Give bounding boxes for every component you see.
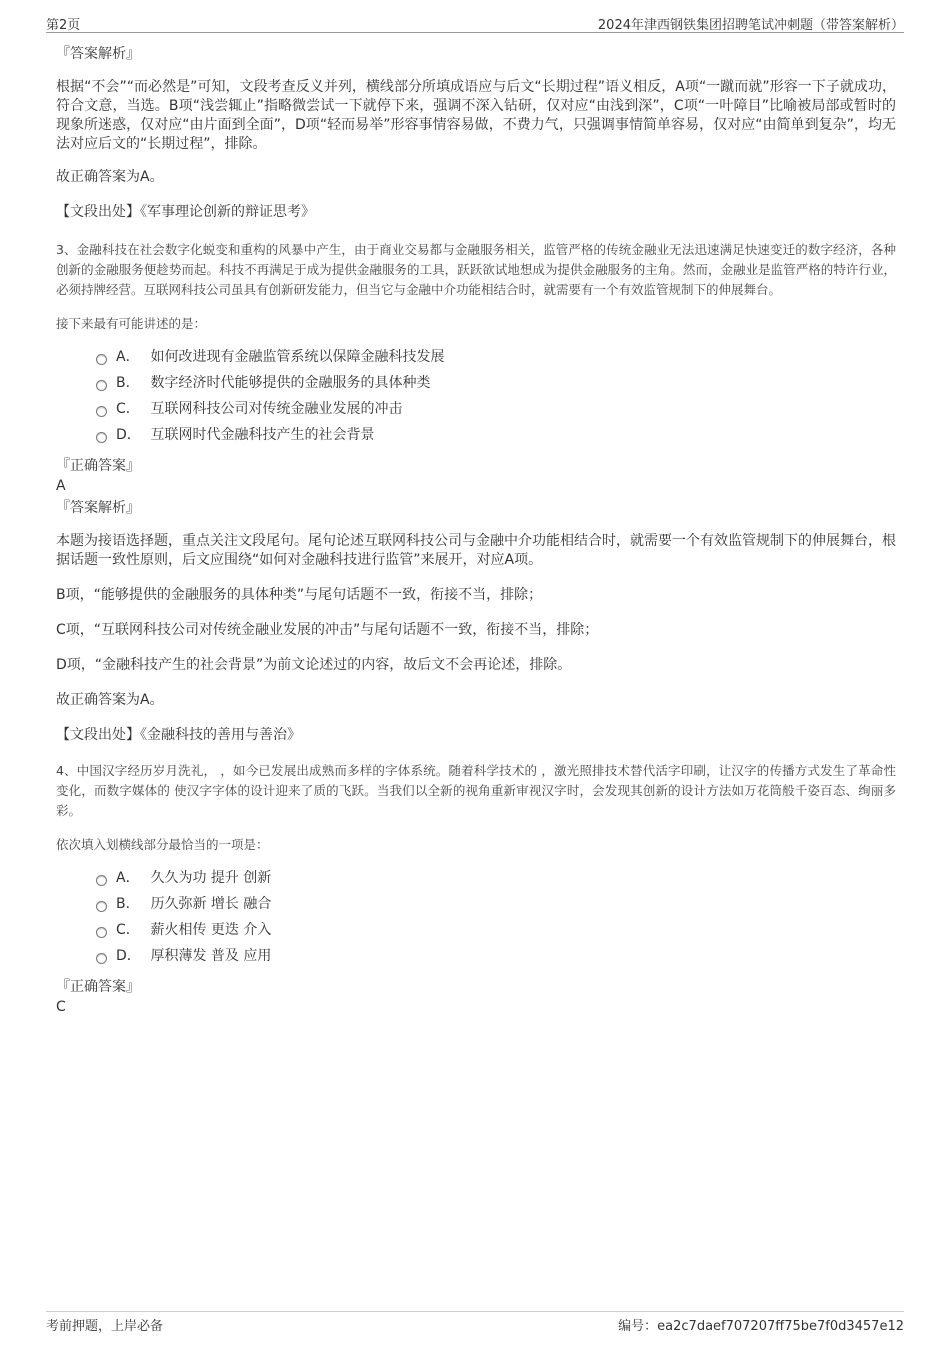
q3-option-b[interactable] [56, 370, 896, 396]
footer-id: 编号：ea2c7daef707207ff75be7f0d3457e12 [618, 1319, 904, 1334]
q3-analysis-p4: D项，“金融科技产生的社会背景”为前文论述过的内容，故后文不会再论述，排除。 [56, 657, 572, 673]
option-text: 如何改进现有金融监管系统以保障金融科技发展 [150, 349, 445, 365]
q3-options [56, 344, 896, 448]
q3-analysis-p3: C项，“互联网科技公司对传统金融业发展的冲击”与尾句话题不一致，衔接不当，排除； [56, 622, 599, 638]
q4-options [56, 865, 896, 969]
footer-slogan: 考前押题，上岸必备 [46, 1319, 164, 1334]
q4-answer-label: 『正确答案』 [56, 979, 140, 995]
q2-analysis-label: 『答案解析』 [56, 46, 140, 62]
option-letter: D． [116, 948, 141, 964]
q3-conclusion: 故正确答案为A。 [56, 692, 164, 708]
q4-prompt: 依次填入划横线部分最恰当的一项是： [56, 837, 269, 852]
option-letter: B． [116, 896, 140, 912]
radio-button[interactable] [96, 406, 107, 417]
option-text: 薪火相传 更迭 介入 [150, 922, 272, 938]
q4-option-b[interactable] [56, 891, 896, 917]
option-letter: A． [116, 870, 140, 886]
option-text: 厚积薄发 普及 应用 [150, 948, 272, 964]
q3-option-a[interactable] [56, 344, 896, 370]
q2-conclusion: 故正确答案为A。 [56, 169, 164, 185]
q3-source: 【文段出处】《金融科技的善用与善治》 [56, 727, 301, 743]
radio-button[interactable] [96, 432, 107, 443]
option-letter: A． [116, 349, 140, 365]
option-text: 数字经济时代能够提供的金融服务的具体种类 [150, 375, 431, 391]
option-letter: C． [116, 401, 140, 417]
q2-analysis-text: 根据“不会”“而必然是”可知，文段考查反义并列，横线部分所填成语应与后文“长期过程”语义相反，A项“一蹴而就”形容一下子就成功，符合文意，当选。B项“浅尝辄止”指略微尝试一下就停下来，强调不深入钻研，仅对应“由浅到深”，C项“一叶障目”比喻被局部或暂时的现象所迷惑，仅对应“由片面到全面”，D项“轻而易举”形容事情容易做，不费力气，只强调事情简单容易，仅对应“由简单到复杂”，均无法对应后文的“长期过程”，排除。 [56, 79, 896, 152]
option-letter: C． [116, 922, 140, 938]
q4-answer: C [56, 999, 66, 1015]
q3-analysis-p2: B项，“能够提供的金融服务的具体种类”与尾句话题不一致，衔接不当，排除； [56, 587, 543, 603]
q4-option-c[interactable] [56, 917, 896, 943]
option-letter: D． [116, 427, 141, 443]
radio-button[interactable] [96, 380, 107, 391]
q3-option-c[interactable] [56, 396, 896, 422]
q3-analysis-label: 『答案解析』 [56, 500, 140, 516]
page-number: 第2页 [46, 18, 81, 33]
q3-prompt: 接下来最有可能讲述的是： [56, 316, 207, 331]
radio-button[interactable] [96, 875, 107, 886]
q3-answer: A [56, 478, 66, 494]
option-text: 互联网科技公司对传统金融业发展的冲击 [150, 401, 403, 417]
q3-analysis-p1: 本题为接语选择题，重点关注文段尾句。尾句论述互联网科技公司与金融中介功能相结合时，就需要一个有效监管规制下的伸展舞台，根据话题一致性原则，后文应围绕“如何对金融科技进行监管”来展开，对应A项。 [56, 533, 896, 568]
page-content [56, 44, 896, 1017]
q2-source: 【文段出处】《军事理论创新的辩证思考》 [56, 204, 315, 220]
radio-button[interactable] [96, 953, 107, 964]
document-title: 2024年津西钢铁集团招聘笔试冲刺题（带答案解析） [597, 18, 904, 33]
q3-option-d[interactable] [56, 422, 896, 448]
q3-stem: 3、金融科技在社会数字化蜕变和重构的风暴中产生，由于商业交易都与金融服务相关，监管严格的传统金融业无法迅速满足快速变迁的数字经济，各种创新的金融服务便趁势而起。科技不再满足于成为提供金融服务的工具，跃跃欲试地想成为提供金融服务的主角。然而，金融业是监管严格的特许行业，必须持牌经营。互联网科技公司虽具有创新研发能力，但当它与金融中介功能相结合时，就需要有一个有效监管规制下的伸展舞台。 [56, 242, 896, 297]
option-text: 互联网时代金融科技产生的社会背景 [150, 427, 375, 443]
radio-button[interactable] [96, 354, 107, 365]
radio-button[interactable] [96, 927, 107, 938]
q4-option-d[interactable] [56, 943, 896, 969]
page-header [46, 14, 904, 33]
q4-stem: 4、中国汉字经历岁月洗礼， ，如今已发展出成熟而多样的字体系统。随着科学技术的 ，激光照排技术替代活字印刷，让汉字的传播方式发生了革命性变化，而数字媒体的 使汉字字体的设计迎来了质的飞跃。当我们以全新的视角重新审视汉字时，会发现其创新的设计方法如万花筒般千姿百态、绚丽多彩。 [56, 763, 896, 818]
option-letter: B． [116, 375, 140, 391]
option-text: 久久为功 提升 创新 [150, 870, 272, 886]
radio-button[interactable] [96, 901, 107, 912]
q4-option-a[interactable] [56, 865, 896, 891]
q3-answer-label: 『正确答案』 [56, 458, 140, 474]
option-text: 历久弥新 增长 融合 [150, 896, 272, 912]
page-footer [46, 1311, 904, 1334]
